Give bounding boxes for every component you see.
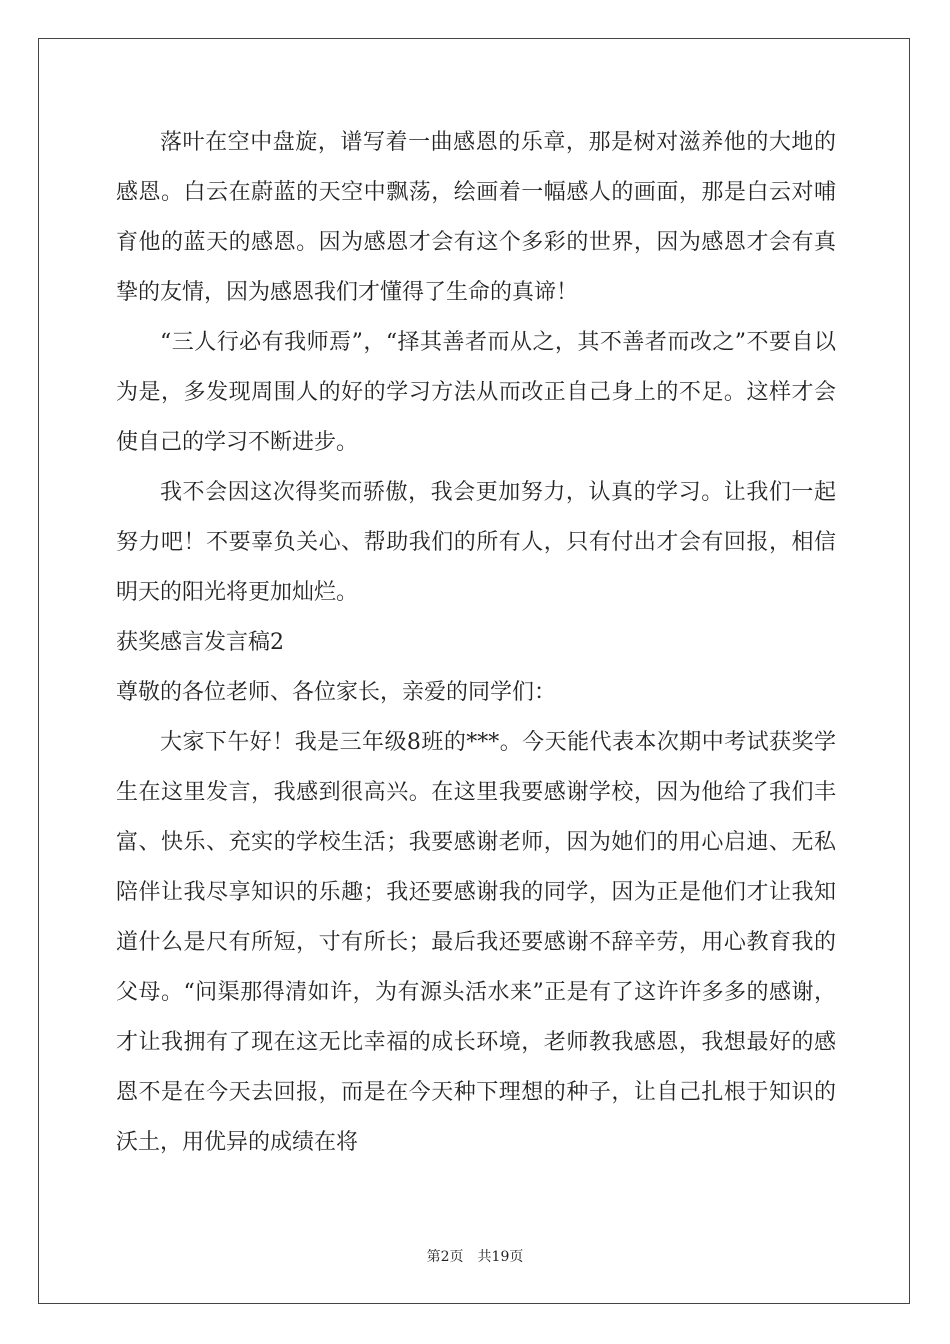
paragraph-3: 我不会因这次得奖而骄傲，我会更加努力，认真的学习。让我们一起努力吧！不要辜负关心、帮助我们的所有人，只有付出才会有回报，相信明天的阳光将更加灿烂。 bbox=[116, 480, 836, 605]
salutation: 尊敬的各位老师、各位家长，亲爱的同学们： bbox=[116, 680, 557, 705]
paragraph-1: 落叶在空中盘旋，谱写着一曲感恩的乐章，那是树对滋养他的大地的感恩。白云在蔚蓝的天空中飘荡，绘画着一幅感人的画面，那是白云对哺育他的蓝天的感恩。因为感恩才会有这个多彩的世界，因为感恩才会有真挚的友情，因为感恩我们才懂得了生命的真谛！ bbox=[116, 130, 836, 305]
paragraph-2: “三人行必有我师焉”，“择其善者而从之，其不善者而改之”不要自以为是，多发现周围人的好的学习方法从而改正自己身上的不足。这样才会使自己的学习不断进步。 bbox=[116, 330, 836, 455]
section-title: 获奖感言发言稿2 bbox=[116, 630, 284, 655]
speech-paragraph: 大家下午好！我是三年级8班的***。今天能代表本次期中考试获奖学生在这里发言，我感到很高兴。在这里我要感谢学校，因为他给了我们丰富、快乐、充实的学校生活；我要感谢老师，因为她们的用心启迪、无私陪伴让我尽享知识的乐趣；我还要感谢我的同学，因为正是他们才让我知道什么是尺有所短，寸有所长；最后我还要感谢不辞辛劳，用心教育我的父母。“问渠那得清如许，为有源头活水来”正是有了这许许多多的感谢，才让我拥有了现在这无比幸福的成长环境，老师教我感恩，我想最好的感恩不是在今天去回报，而是在今天种下理想的种子，让自己扎根于知识的沃土，用优异的成绩在将 bbox=[116, 730, 836, 1155]
page-number: 第2页 共19页 bbox=[426, 1249, 524, 1265]
document-body bbox=[116, 118, 836, 1168]
